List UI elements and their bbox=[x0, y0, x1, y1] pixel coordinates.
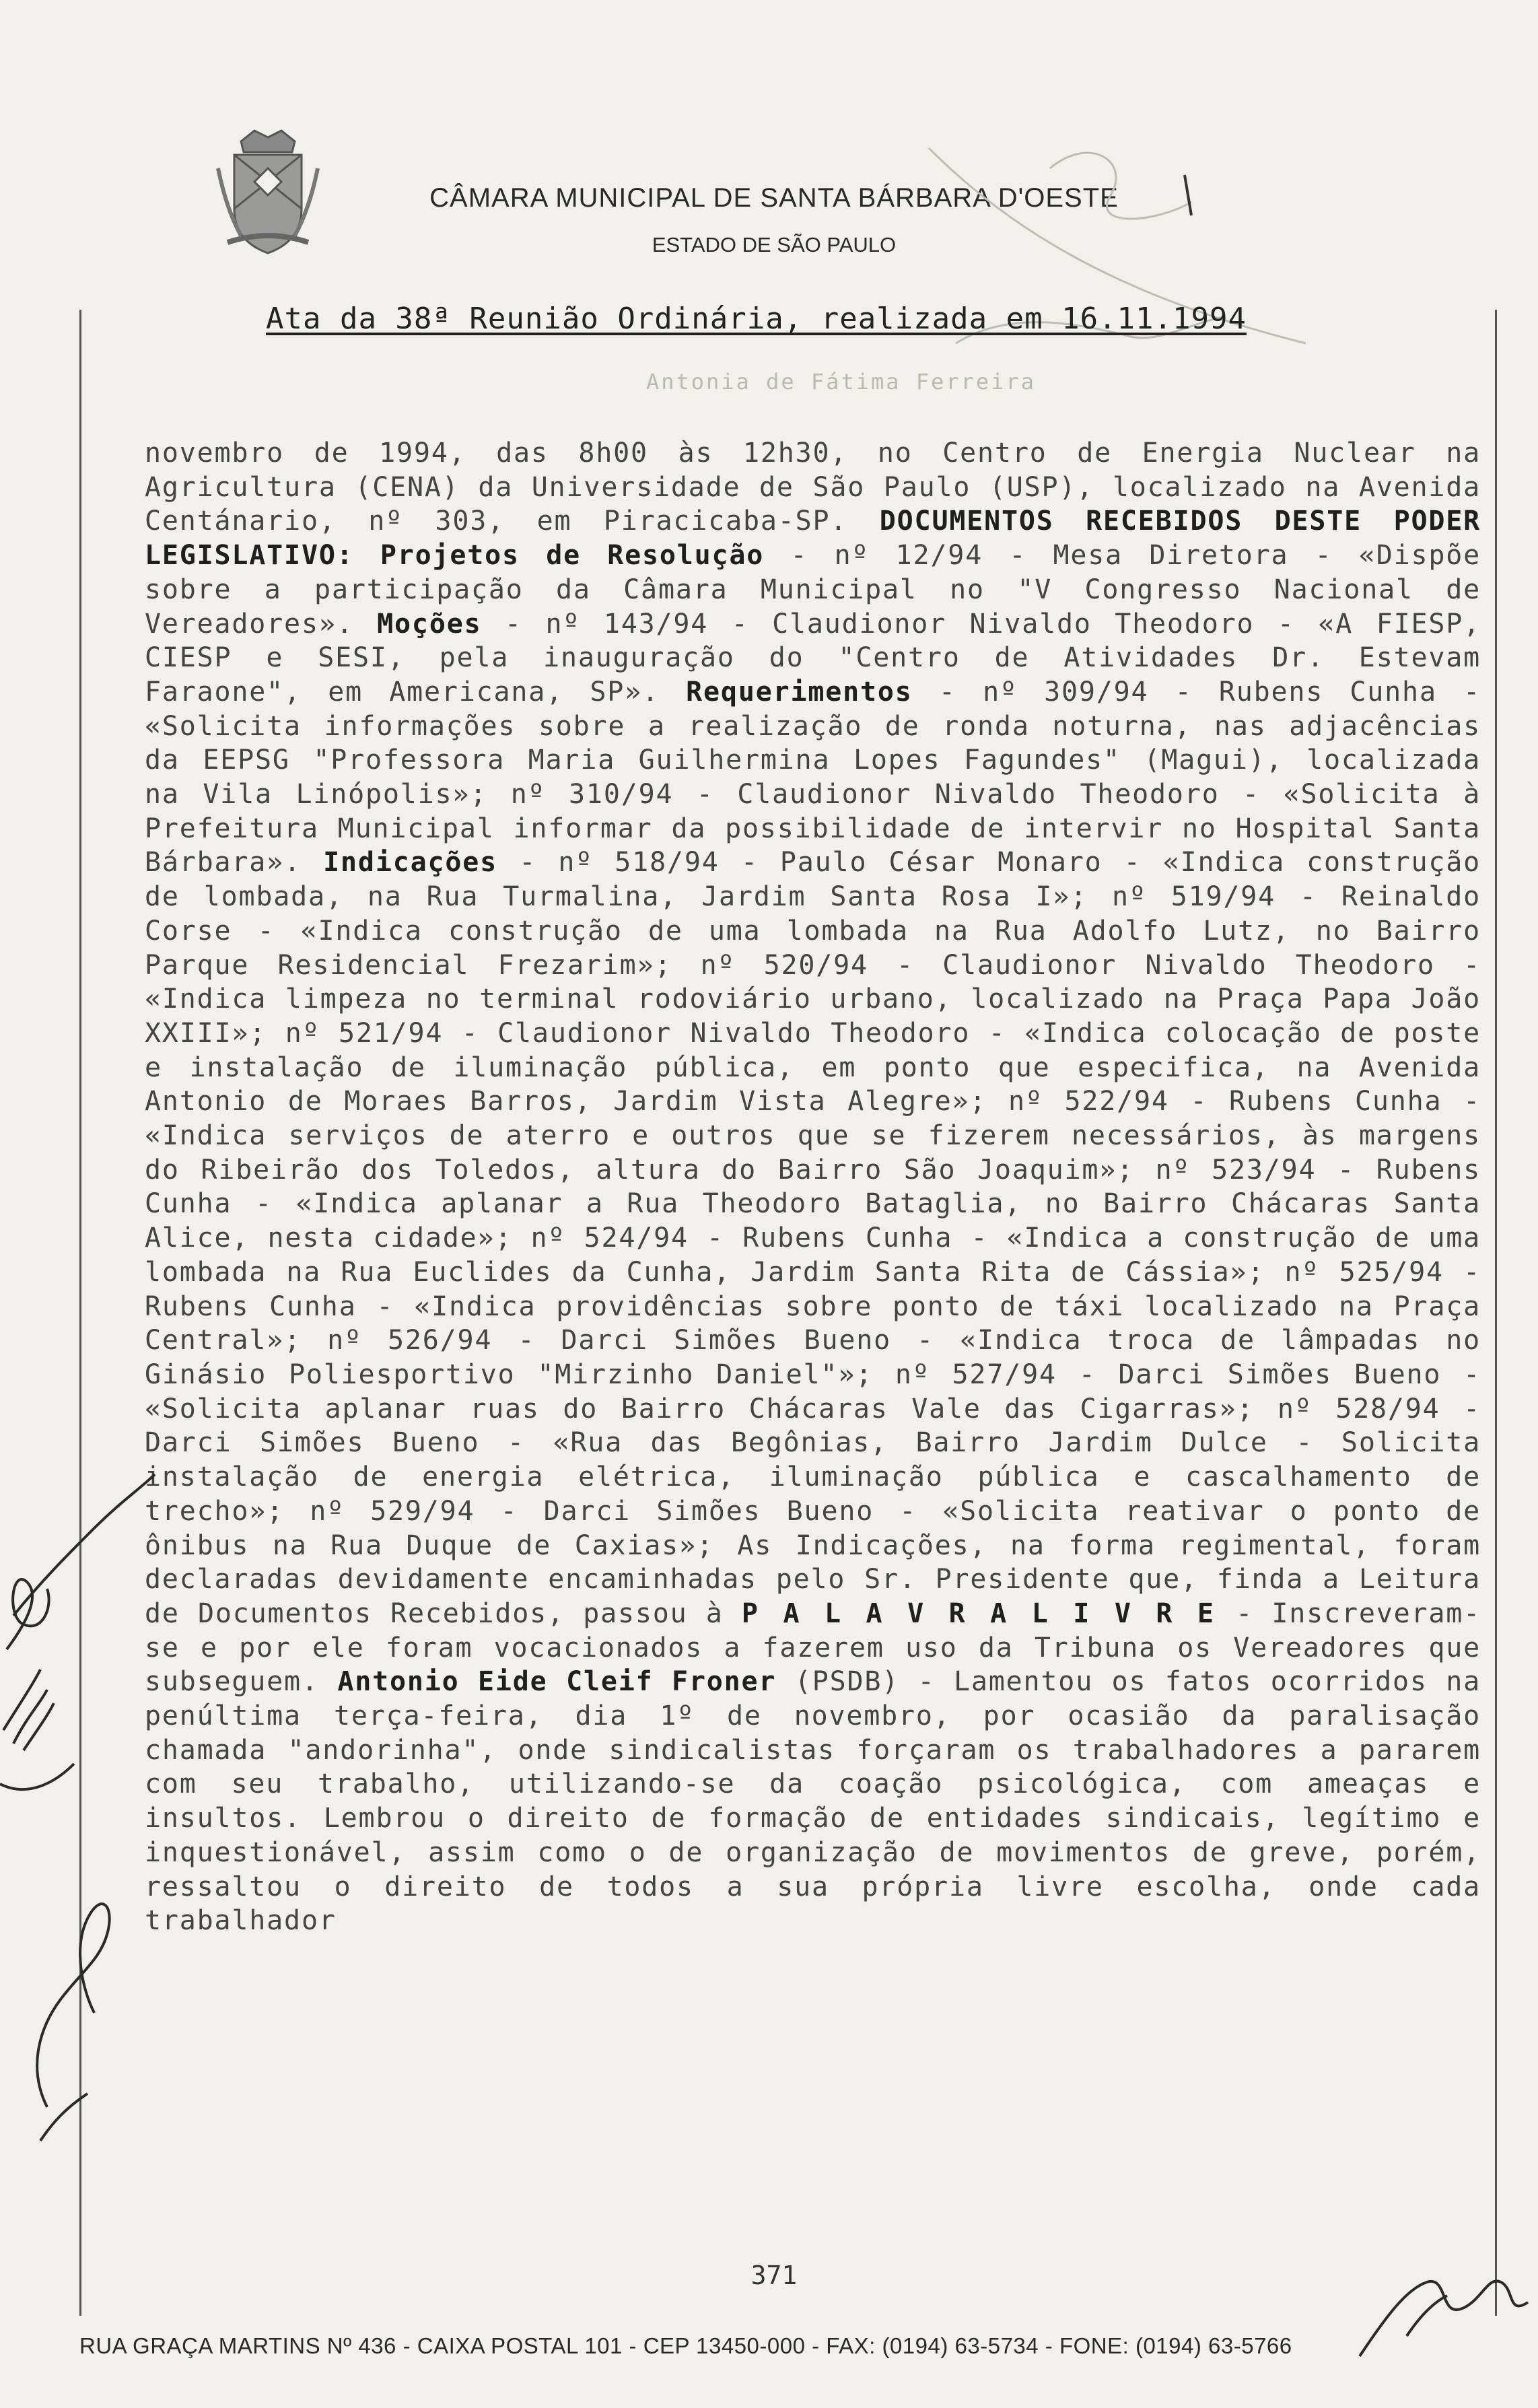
address-footer: RUA GRAÇA MARTINS Nº 436 - CAIXA POSTAL 101 - CEP 13450-000 - FAX: (0194) 63-5734 - FONE: (0194) 63-5766 bbox=[79, 2333, 1292, 2358]
minutes-body bbox=[145, 436, 1481, 1938]
body-text-segment: - Inscreveram-se e por ele foram vocacionados a fazerem uso da Tribuna os Vereadores que subseguem. bbox=[145, 1597, 1481, 1698]
body-text-segment: - nº 12/94 - Mesa Diretora - «Dispõe sobre a participação da Câmara Municipal no "V Congresso Nacional de Vereadores». bbox=[145, 540, 1481, 640]
body-text-segment: novembro de 1994, das 8h00 às 12h30, no Centro de Energia Nuclear na Agricultura (CENA) da Universidade de São Paulo (USP), localizado na Avenida Centánario, nº 303, em Piracicaba-SP. bbox=[145, 438, 1481, 537]
section-heading-motions: Moções bbox=[377, 608, 482, 640]
section-heading-documents: DOCUMENTOS RECEBIDOS DESTE PODER LEGISLATIVO: bbox=[145, 506, 1481, 572]
minutes-title: Ata da 38ª Reunião Ordinária, realizada em 16.11.1994 bbox=[266, 302, 1247, 336]
section-heading-requests: Requerimentos bbox=[686, 676, 913, 708]
bleed-through-text: Antonia de Fátima Ferreira bbox=[646, 369, 1036, 394]
organization-name: CÂMARA MUNICIPAL DE SANTA BÁRBARA D'OESTE bbox=[429, 183, 1119, 213]
section-heading-resolutions: Projetos de Resolução bbox=[380, 540, 765, 572]
speaker-name: Antonio Eide Cleif Froner bbox=[337, 1666, 777, 1698]
body-text-segment: - nº 309/94 - Rubens Cunha - «Solicita informações sobre a realização de ronda noturna, nas adjacências da EEPSG "Professora Maria Guilhermina Lopes Fagundes" (Magui), localizada na Vila Linópolis»; nº 310/94 - Claudionor Nivaldo Theodoro - «Solicita à Prefeitura Municipal informar da possibilidade de intervir no Hospital Santa Bárbara». bbox=[145, 676, 1481, 879]
section-heading-indications: Indicações bbox=[323, 847, 497, 879]
body-text-segment: - nº 143/94 - Claudionor Nivaldo Theodoro - «A FIESP, CIESP e SESI, pela inauguração do "Centro de Atividades Dr. Estevam Faraone", em Americana, SP». bbox=[145, 608, 1481, 708]
body-text-segment: - nº 518/94 - Paulo César Monaro - «Indica construção de lombada, na Rua Turmalina, Jardim Santa Rosa I»; nº 519/94 - Reinaldo Corse - «Indica construção de uma lombada na Rua Adolfo Lutz, no Bairro Parque Residencial Frezarim»; nº 520/94 - Claudionor Nivaldo Theodoro - «Indica limpeza no terminal rodoviário urbano, localizado na Praça Papa João XXIII»; nº 521/94 - Claudionor Nivaldo Theodoro - «Indica colocação de poste e instalação de iluminação pública, em ponto que especifica, na Avenida Antonio de Moraes Barros, Jardim Vista Alegre»; nº 522/94 - Rubens Cunha - «Indica serviços de aterro e outros que se fizerem necessários, às margens do Ribeirão dos Toledos, altura do Bairro São Joaquim»; nº 523/94 - Rubens Cunha - «Indica aplanar a Rua Theodoro Bataglia, no Bairro Chácaras Santa Alice, nesta cidade»; nº 524/94 - Rubens Cunha - «Indica a construção de uma lombada na Rua Euclides da Cunha, Jardim Santa Rita de Cássia»; nº 525/94 - Rubens Cunha - «Indica providências sobre ponto de táxi localizado na Praça Central»; nº 526/94 - Darci Simões Bueno - «Indica troca de lâmpadas no Ginásio Poliesportivo "Mirzinho Daniel"»; nº 527/94 - Darci Simões Bueno - «Solicita aplanar ruas do Bairro Chácaras Vale das Cigarras»; nº 528/94 - Darci Simões Bueno - «Rua das Begônias, Bairro Jardim Dulce - Solicita instalação de energia elétrica, iluminação pública e cascalhamento de trecho»; nº 529/94 - Darci Simões Bueno - «Solicita reativar o ponto de ônibus na Rua Duque de Caxias»; As Indicações, na forma regimental, foram declaradas devidamente encaminhadas pelo Sr. Presidente que, finda a Leitura de Documentos Recebidos, passou à bbox=[145, 847, 1481, 1629]
organization-state: ESTADO DE SÃO PAULO bbox=[652, 233, 897, 256]
body-text-segment: (PSDB) - Lamentou os fatos ocorridos na penúltima terça-feira, dia 1º de novembro, por ocasião da paralisação chamada "andorinha", onde sindicalistas forçaram os trabalhadores a pararem com seu trabalho, utilizando-se da coação psicológica, com ameaças e insultos. Lembrou o direito de formação de entidades sindicais, legítimo e inquestionável, assim como o de organização de movimentos de greve, porém, ressaltou o direito de todos a sua própria livre escolha, onde cada trabalhador bbox=[145, 1666, 1481, 1937]
section-heading-free-word: P A L A V R A L I V R E bbox=[741, 1597, 1218, 1629]
page-number: 371 bbox=[750, 2261, 798, 2290]
